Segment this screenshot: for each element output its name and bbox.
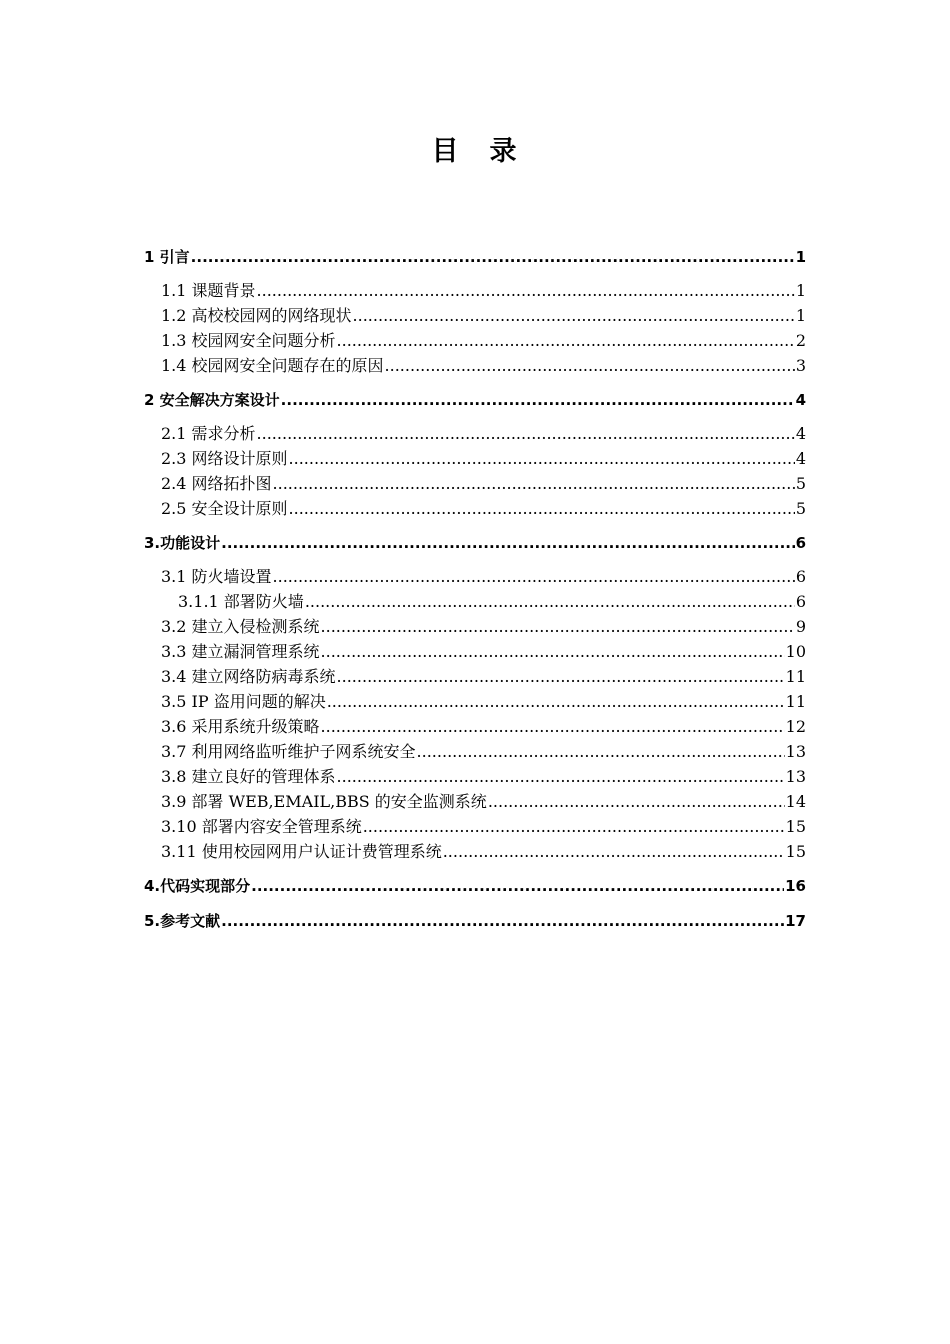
toc-page-number: 12 (785, 717, 806, 736)
toc-dot-leader (251, 874, 784, 899)
toc-dot-leader (257, 278, 795, 303)
toc-dot-leader (337, 664, 785, 689)
toc-entry[interactable] (144, 353, 806, 378)
table-of-contents (144, 242, 806, 942)
toc-entry[interactable] (144, 664, 806, 689)
toc-entry[interactable] (144, 496, 806, 521)
toc-entry[interactable] (144, 245, 806, 270)
toc-entry-label: 3.11 使用校园网用户认证计费管理系统 (161, 842, 442, 861)
toc-entry-label: 2.5 安全设计原则 (161, 499, 288, 518)
toc-page-number: 15 (785, 842, 806, 861)
toc-page-number: 4 (795, 424, 806, 443)
toc-dot-leader (273, 564, 795, 589)
toc-dot-leader (289, 446, 795, 471)
toc-entry-label: 4.代码实现部分 (144, 877, 251, 895)
toc-entry[interactable] (144, 328, 806, 353)
toc-entry-label: 1.2 高校校园网的网络现状 (161, 306, 352, 325)
toc-entry-label: 1.4 校园网安全问题存在的原因 (161, 356, 384, 375)
toc-entry-label: 3.功能设计 (144, 534, 221, 552)
toc-entry-label: 5.参考文献 (144, 912, 221, 930)
toc-entry[interactable] (144, 589, 806, 614)
toc-entry-label: 2.4 网络拓扑图 (161, 474, 272, 493)
toc-page-number: 11 (785, 667, 806, 686)
toc-entry[interactable] (144, 278, 806, 303)
toc-dot-leader (327, 689, 785, 714)
toc-page-number: 1 (795, 306, 806, 325)
toc-entry[interactable] (144, 471, 806, 496)
toc-entry-label: 1.3 校园网安全问题分析 (161, 331, 336, 350)
toc-dot-leader (417, 739, 785, 764)
toc-entry-label: 3.4 建立网络防病毒系统 (161, 667, 336, 686)
toc-page-number: 6 (795, 567, 806, 586)
toc-dot-leader (363, 814, 785, 839)
toc-entry[interactable] (144, 714, 806, 739)
toc-dot-leader (321, 614, 795, 639)
toc-entry[interactable] (144, 564, 806, 589)
toc-entry-label: 3.1.1 部署防火墙 (178, 592, 304, 611)
toc-entry-label: 3.10 部署内容安全管理系统 (161, 817, 362, 836)
toc-page-number: 2 (795, 331, 806, 350)
toc-dot-leader (385, 353, 795, 378)
toc-entry-label: 3.1 防火墙设置 (161, 567, 272, 586)
toc-dot-leader (321, 639, 785, 664)
toc-page-number: 3 (795, 356, 806, 375)
toc-page-number: 1 (795, 281, 806, 300)
toc-page-number: 1 (795, 248, 806, 266)
toc-page-number: 10 (785, 642, 806, 661)
toc-entry-label: 3.2 建立入侵检测系统 (161, 617, 320, 636)
toc-entry-label: 2 安全解决方案设计 (144, 391, 280, 409)
toc-dot-leader (305, 589, 795, 614)
toc-page-number: 17 (785, 912, 806, 930)
toc-dot-leader (353, 303, 795, 328)
toc-page-number: 6 (795, 534, 806, 552)
toc-entry[interactable] (144, 814, 806, 839)
toc-page-number: 15 (785, 817, 806, 836)
toc-page-number: 11 (785, 692, 806, 711)
toc-dot-leader (221, 531, 794, 556)
toc-dot-leader (337, 764, 785, 789)
toc-page-number: 4 (795, 449, 806, 468)
toc-entry[interactable] (144, 764, 806, 789)
toc-entry[interactable] (144, 531, 806, 556)
toc-title: 目 录 (431, 136, 519, 167)
toc-entry[interactable] (144, 874, 806, 899)
toc-entry[interactable] (144, 639, 806, 664)
toc-entry-label: 3.7 利用网络监听维护子网系统安全 (161, 742, 416, 761)
toc-entry[interactable] (144, 303, 806, 328)
toc-page-number: 5 (795, 499, 806, 518)
toc-entry-label: 3.3 建立漏洞管理系统 (161, 642, 320, 661)
toc-page-number: 4 (795, 391, 806, 409)
toc-dot-leader (273, 471, 795, 496)
toc-page-number: 9 (795, 617, 806, 636)
toc-dot-leader (443, 839, 785, 864)
toc-dot-leader (321, 714, 785, 739)
toc-dot-leader (289, 496, 795, 521)
toc-dot-leader (337, 328, 795, 353)
toc-entry-label: 2.3 网络设计原则 (161, 449, 288, 468)
toc-entry[interactable] (144, 839, 806, 864)
toc-dot-leader (281, 388, 795, 413)
toc-entry[interactable] (144, 689, 806, 714)
toc-page-number: 5 (795, 474, 806, 493)
toc-entry-label: 1 引言 (144, 248, 190, 266)
toc-entry-label: 3.8 建立良好的管理体系 (161, 767, 336, 786)
toc-entry-label: 1.1 课题背景 (161, 281, 256, 300)
toc-entry[interactable] (144, 388, 806, 413)
toc-entry[interactable] (144, 739, 806, 764)
toc-entry-label: 3.9 部署 WEB,EMAIL,BBS 的安全监测系统 (161, 792, 487, 811)
toc-dot-leader (488, 789, 785, 814)
toc-entry[interactable] (144, 614, 806, 639)
toc-page-number: 14 (785, 792, 806, 811)
toc-dot-leader (221, 909, 784, 934)
toc-page-number: 13 (785, 742, 806, 761)
toc-entry-label: 3.5 IP 盗用问题的解决 (161, 692, 326, 711)
toc-entry[interactable] (144, 421, 806, 446)
toc-entry[interactable] (144, 909, 806, 934)
toc-entry-label: 2.1 需求分析 (161, 424, 256, 443)
toc-page-number: 13 (785, 767, 806, 786)
toc-entry[interactable] (144, 446, 806, 471)
toc-entry-label: 3.6 采用系统升级策略 (161, 717, 320, 736)
toc-page-number: 16 (785, 877, 806, 895)
toc-entry[interactable] (144, 789, 806, 814)
toc-dot-leader (257, 421, 795, 446)
toc-page-number: 6 (795, 592, 806, 611)
toc-dot-leader (191, 245, 795, 270)
